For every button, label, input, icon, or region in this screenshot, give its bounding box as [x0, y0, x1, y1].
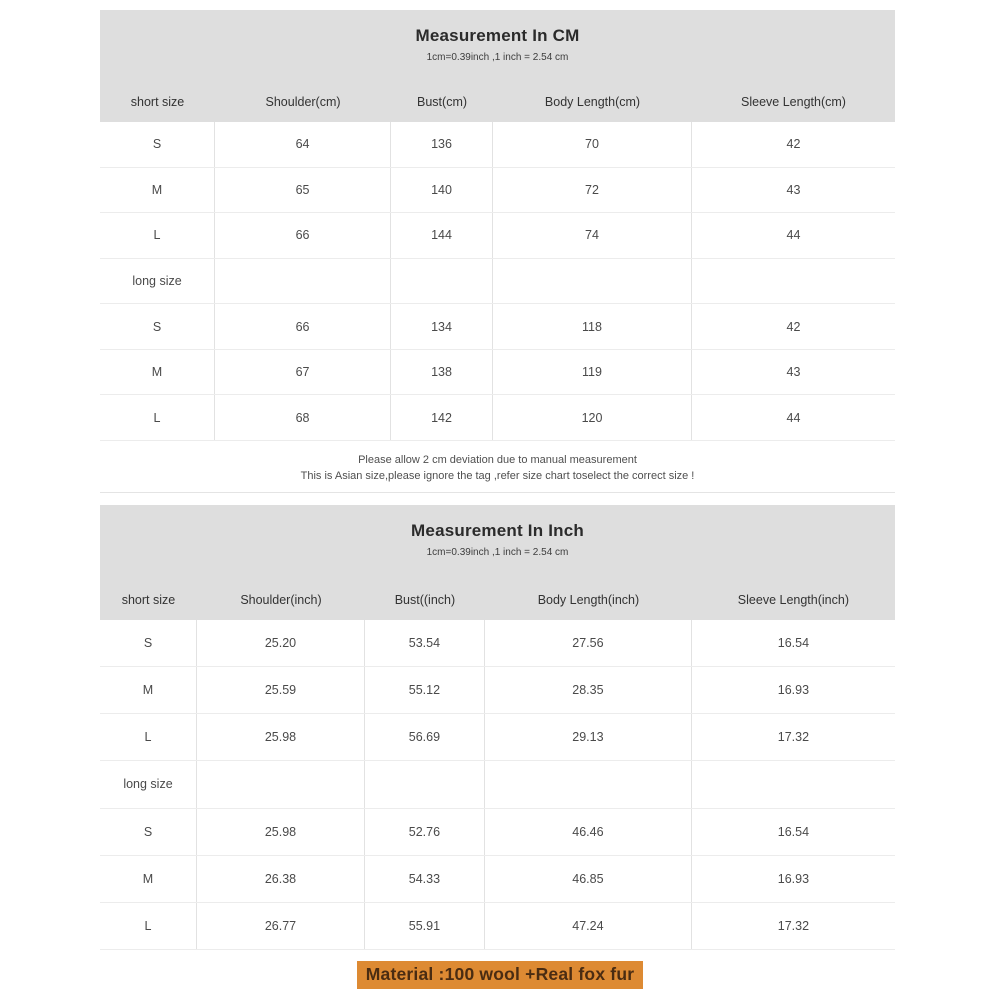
table-header-band — [100, 10, 895, 122]
material-highlight: Material :100 wool +Real fox fur — [357, 961, 644, 989]
size-cell: L — [100, 213, 215, 258]
value-cell: 144 — [391, 213, 493, 258]
value-cell: 142 — [391, 395, 493, 440]
value-cell: 52.76 — [365, 809, 485, 855]
value-cell — [493, 259, 692, 304]
column-header: Bust(cm) — [417, 95, 468, 109]
measurement-table-cm — [100, 10, 895, 484]
value-cell: 25.59 — [197, 667, 365, 713]
value-cell: 16.54 — [777, 824, 810, 839]
table-header-band — [100, 505, 895, 620]
value-cell: 25.98 — [197, 809, 365, 855]
column-header: Body Length(inch) — [537, 593, 640, 607]
column-header: Shoulder(inch) — [240, 593, 322, 607]
value-cell: 44 — [786, 410, 801, 425]
value-cell: 64 — [215, 122, 391, 167]
table-subtitle: 1cm=0.39inch ,1 inch = 2.54 cm — [426, 547, 569, 558]
value-cell: 16.93 — [777, 871, 810, 886]
value-cell: 26.77 — [197, 903, 365, 949]
value-cell — [391, 259, 493, 304]
value-cell — [485, 761, 692, 807]
table-row — [100, 714, 895, 761]
table-body — [100, 620, 895, 950]
note-line: Please allow 2 cm deviation due to manual measurement — [358, 453, 637, 466]
value-cell: 42 — [786, 137, 801, 152]
value-cell: 65 — [215, 168, 391, 213]
value-cell — [215, 259, 391, 304]
value-cell: 46.85 — [485, 856, 692, 902]
size-cell: S — [100, 620, 197, 666]
table-header-row — [100, 82, 895, 122]
table-row — [100, 350, 895, 396]
value-cell: 26.38 — [197, 856, 365, 902]
value-cell — [365, 761, 485, 807]
size-cell: S — [100, 122, 215, 167]
value-cell — [692, 761, 895, 807]
value-cell: 119 — [493, 350, 692, 395]
table-row — [100, 856, 895, 903]
value-cell: 138 — [391, 350, 493, 395]
column-header: Sleeve Length(inch) — [737, 593, 849, 607]
table-notes — [100, 441, 895, 484]
column-header: Body Length(cm) — [544, 95, 641, 109]
table-row — [100, 122, 895, 168]
value-cell: 134 — [391, 304, 493, 349]
value-cell: 16.93 — [777, 683, 810, 698]
value-cell: 43 — [786, 182, 801, 197]
table-row — [100, 809, 895, 856]
value-cell: 46.46 — [485, 809, 692, 855]
table-row — [100, 903, 895, 950]
size-cell: long size — [100, 761, 197, 807]
value-cell: 120 — [493, 395, 692, 440]
value-cell: 72 — [493, 168, 692, 213]
table-title: Measurement In Inch — [411, 521, 584, 540]
value-cell: 47.24 — [485, 903, 692, 949]
table-row — [100, 259, 895, 305]
value-cell: 28.35 — [485, 667, 692, 713]
table-body — [100, 122, 895, 441]
size-cell: L — [100, 903, 197, 949]
size-cell: M — [100, 350, 215, 395]
size-cell: M — [100, 667, 197, 713]
value-cell: 68 — [215, 395, 391, 440]
value-cell: 66 — [215, 304, 391, 349]
table-title: Measurement In CM — [415, 26, 580, 45]
value-cell: 27.56 — [485, 620, 692, 666]
value-cell: 29.13 — [485, 714, 692, 760]
size-cell: M — [100, 168, 215, 213]
size-cell: long size — [100, 259, 215, 304]
table-row — [100, 667, 895, 714]
value-cell: 55.91 — [365, 903, 485, 949]
value-cell: 42 — [786, 319, 801, 334]
size-cell: L — [100, 714, 197, 760]
value-cell: 43 — [786, 365, 801, 380]
table-row — [100, 761, 895, 808]
measurement-table-inch — [100, 505, 895, 950]
value-cell: 67 — [215, 350, 391, 395]
value-cell: 44 — [786, 228, 801, 243]
value-cell: 54.33 — [365, 856, 485, 902]
value-cell: 118 — [493, 304, 692, 349]
value-cell: 140 — [391, 168, 493, 213]
size-cell: M — [100, 856, 197, 902]
table-row — [100, 168, 895, 214]
size-cell: S — [100, 809, 197, 855]
value-cell: 16.54 — [777, 636, 810, 651]
value-cell: 70 — [493, 122, 692, 167]
table-row — [100, 395, 895, 441]
value-cell: 66 — [215, 213, 391, 258]
size-cell: S — [100, 304, 215, 349]
material-footer — [0, 961, 1000, 989]
value-cell: 74 — [493, 213, 692, 258]
value-cell — [692, 259, 895, 304]
column-header: Bust((inch) — [394, 593, 456, 607]
value-cell: 25.20 — [197, 620, 365, 666]
table-row — [100, 304, 895, 350]
value-cell: 136 — [391, 122, 493, 167]
column-header: Shoulder(cm) — [265, 95, 341, 109]
value-cell — [197, 761, 365, 807]
table-row — [100, 620, 895, 667]
column-header: Sleeve Length(cm) — [741, 95, 846, 109]
section-divider — [100, 492, 895, 493]
table-subtitle: 1cm=0.39inch ,1 inch = 2.54 cm — [426, 52, 569, 63]
value-cell: 55.12 — [365, 667, 485, 713]
table-row — [100, 213, 895, 259]
value-cell: 56.69 — [365, 714, 485, 760]
note-line: This is Asian size,please ignore the tag ,refer size chart toselect the correct size ! — [300, 469, 695, 482]
value-cell: 25.98 — [197, 714, 365, 760]
value-cell: 17.32 — [777, 730, 810, 745]
value-cell: 17.32 — [777, 918, 810, 933]
size-cell: L — [100, 395, 215, 440]
table-header-row — [100, 580, 895, 620]
column-header: short size — [121, 593, 176, 607]
column-header: short size — [130, 95, 185, 109]
value-cell: 53.54 — [365, 620, 485, 666]
